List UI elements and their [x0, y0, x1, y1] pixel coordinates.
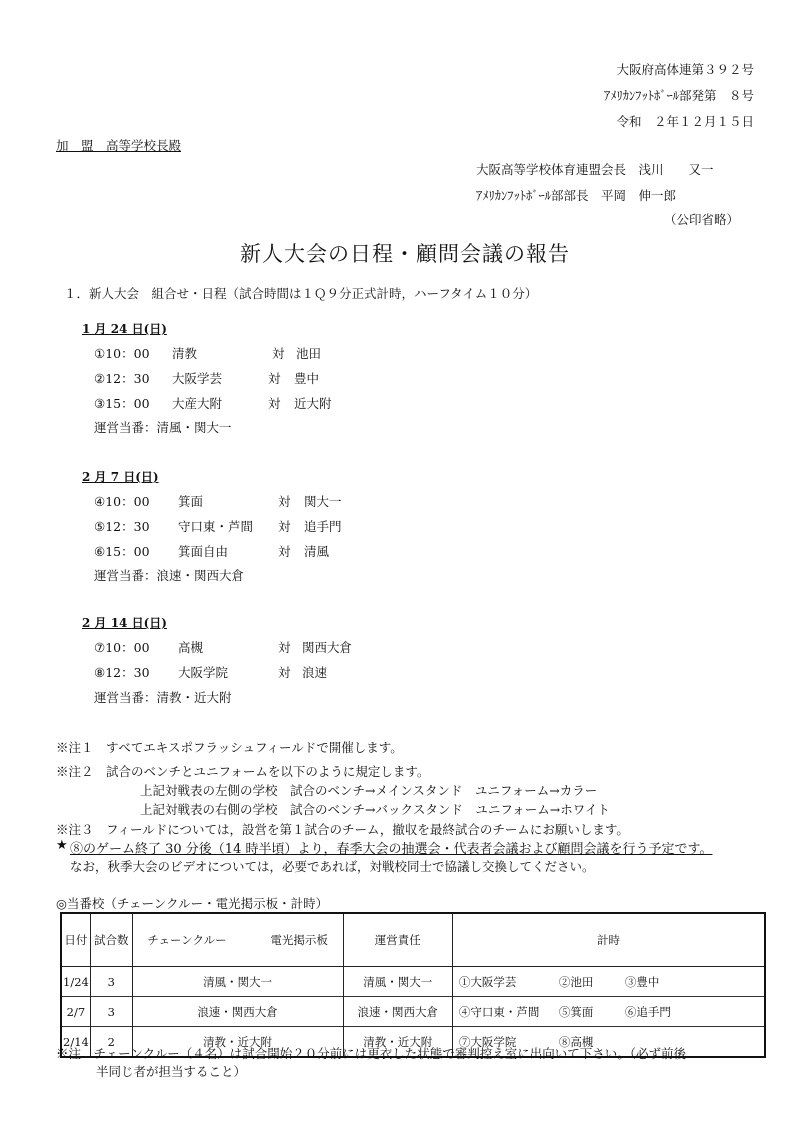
versus-label: 対 — [268, 396, 281, 411]
timer-school-1: ①大阪学芸 — [458, 974, 517, 989]
home-team: 箕面自由 — [178, 544, 229, 559]
game-time: ①10：00 — [94, 346, 150, 361]
row-date: 2/7 — [61, 997, 90, 1027]
match-day-date: 2 月 7 日(日) — [82, 470, 159, 484]
timer-school-2: ⑤箕面 — [558, 1004, 594, 1019]
section-heading: １．新人大会 組合せ・日程（試合時間は１Ｑ９分正式計時，ハーフタイム１０分） — [64, 286, 538, 301]
duty-schools: 運営当番：浪速・関西大倉 — [94, 568, 245, 583]
duty-schools: 運営当番：清風・関大一 — [94, 420, 232, 435]
header-date: 日付 — [61, 913, 90, 967]
seal-note: （公印省略） — [664, 212, 740, 227]
home-team: 箕面 — [178, 494, 204, 509]
game-time: ④10：00 — [94, 494, 150, 509]
game-time: ⑧12：30 — [94, 665, 150, 680]
timer-school-2: ⑧高槻 — [558, 1034, 594, 1049]
home-team: 大阪学芸 — [172, 371, 223, 386]
row-timer — [452, 967, 765, 997]
away-team: 追手門 — [304, 519, 342, 534]
sender-chairman: 大阪高等学校体育連盟会長 浅川 又一 — [476, 162, 714, 177]
versus-label: 対 — [278, 519, 291, 534]
game-time: ⑥15：00 — [94, 544, 150, 559]
header-board: 電光掲示板 — [270, 933, 328, 947]
versus-label: 対 — [278, 544, 291, 559]
away-team: 池田 — [296, 346, 322, 361]
row-admin: 清教・近大附 — [343, 1027, 452, 1058]
recipient: 加 盟 高等学校長殿 — [56, 138, 182, 153]
header-admin: 運営責任 — [343, 913, 452, 967]
row-chain: 浪速・関西大倉 — [132, 997, 343, 1027]
away-team: 浪速 — [302, 665, 328, 680]
versus-label: 対 — [268, 371, 281, 386]
row-chain: 清風・関大一 — [132, 967, 343, 997]
versus-label: 対 — [278, 640, 291, 655]
issue-date: 令和 ２年１２月１５日 — [616, 114, 754, 129]
meeting-announcement: ⑧のゲーム終了 30 分後（14 時半頃）より，春季大会の抽選会・代表者会議および顧問会議を行う予定です。 — [70, 842, 713, 857]
timer-school-2: ②池田 — [558, 974, 594, 989]
star-mark: ★ — [56, 838, 68, 853]
duty-table-title: ◎当番校（チェーンクルー・電光掲示板・計時） — [56, 896, 329, 911]
away-team: 関西大倉 — [302, 640, 353, 655]
timer-school-1: ⑦大阪学院 — [458, 1034, 517, 1049]
header-games: 試合数 — [90, 913, 132, 967]
versus-label: 対 — [278, 494, 291, 509]
versus-label: 対 — [272, 346, 285, 361]
table-row — [61, 997, 765, 1027]
away-team: 関大一 — [304, 494, 342, 509]
footer-note: ※注 チェーンクルー（４名）は試合開始２０分前には更衣した状態で審判控え室に出向いて下さい。（必ず前後 — [56, 1046, 687, 1061]
timer-school-3: ③豊中 — [624, 974, 660, 989]
note-3: ※注３ フィールドについては，設営を第１試合のチーム，撤収を最終試合のチームにお願いします。 — [56, 822, 629, 837]
away-team: 近大附 — [294, 396, 332, 411]
game-time: ⑦10：00 — [94, 640, 150, 655]
row-admin: 清風・関大一 — [343, 967, 452, 997]
department-number: ｱﾒﾘｶﾝﾌｯﾄﾎﾞｰﾙ部発第 ８号 — [603, 88, 754, 103]
note-2-left-school: 上記対戦表の左側の学校 試合のベンチ→メインスタンド ユニフォーム→カラー — [140, 783, 598, 798]
row-games: 3 — [90, 967, 132, 997]
away-team: 清風 — [304, 544, 330, 559]
table-header-row — [61, 913, 765, 967]
home-team: 高槻 — [178, 640, 204, 655]
away-team: 豊中 — [294, 371, 320, 386]
sender-club-head: ｱﾒﾘｶﾝﾌｯﾄﾎﾞｰﾙ部部長 平岡 伸一郎 — [476, 188, 677, 203]
note-2: ※注２ 試合のベンチとユニフォームを以下のように規定します。 — [56, 764, 430, 779]
header-chain: チェーンクルー — [147, 933, 227, 947]
game-time: ⑤12：30 — [94, 519, 150, 534]
timer-school-1: ④守口東・芦間 — [458, 1004, 540, 1019]
footer-note-continued: 半同じ者が担当すること） — [96, 1064, 247, 1079]
row-chain: 清教・近大附 — [132, 1027, 343, 1058]
table-row — [61, 967, 765, 997]
document-number: 大阪府高体連第３９２号 — [616, 62, 754, 77]
note-2-right-school: 上記対戦表の右側の学校 試合のベンチ→バックスタンド ユニフォーム→ホワイト — [140, 802, 610, 817]
header-chain-board — [132, 913, 343, 967]
home-team: 大産大附 — [172, 396, 223, 411]
row-admin: 浪速・関西大倉 — [343, 997, 452, 1027]
timer-school-3: ⑥追手門 — [624, 1004, 671, 1019]
header-timer: 計時 — [452, 913, 765, 967]
game-time: ②12：30 — [94, 371, 150, 386]
page-title: 新人大会の日程・顧問会議の報告 — [240, 242, 570, 266]
row-timer — [452, 997, 765, 1027]
game-time: ③15：00 — [94, 396, 150, 411]
row-games: 3 — [90, 997, 132, 1027]
duty-table — [60, 912, 766, 1058]
video-note: なお，秋季大会のビデオについては，必要であれば，対戦校同士で協議し交換してください。 — [70, 859, 595, 874]
match-day-date: 2 月 14 日(日) — [82, 616, 167, 630]
home-team: 守口東・芦間 — [178, 519, 254, 534]
versus-label: 対 — [278, 665, 291, 680]
row-games: 2 — [90, 1027, 132, 1058]
duty-schools: 運営当番：清教・近大附 — [94, 690, 232, 705]
home-team: 清教 — [172, 346, 198, 361]
note-1: ※注１ すべてエキスポフラッシュフィールドで開催します。 — [56, 740, 403, 755]
home-team: 大阪学院 — [178, 665, 229, 680]
match-day-date: 1 月 24 日(日) — [82, 322, 167, 336]
row-date: 2/14 — [61, 1027, 90, 1058]
row-date: 1/24 — [61, 967, 90, 997]
